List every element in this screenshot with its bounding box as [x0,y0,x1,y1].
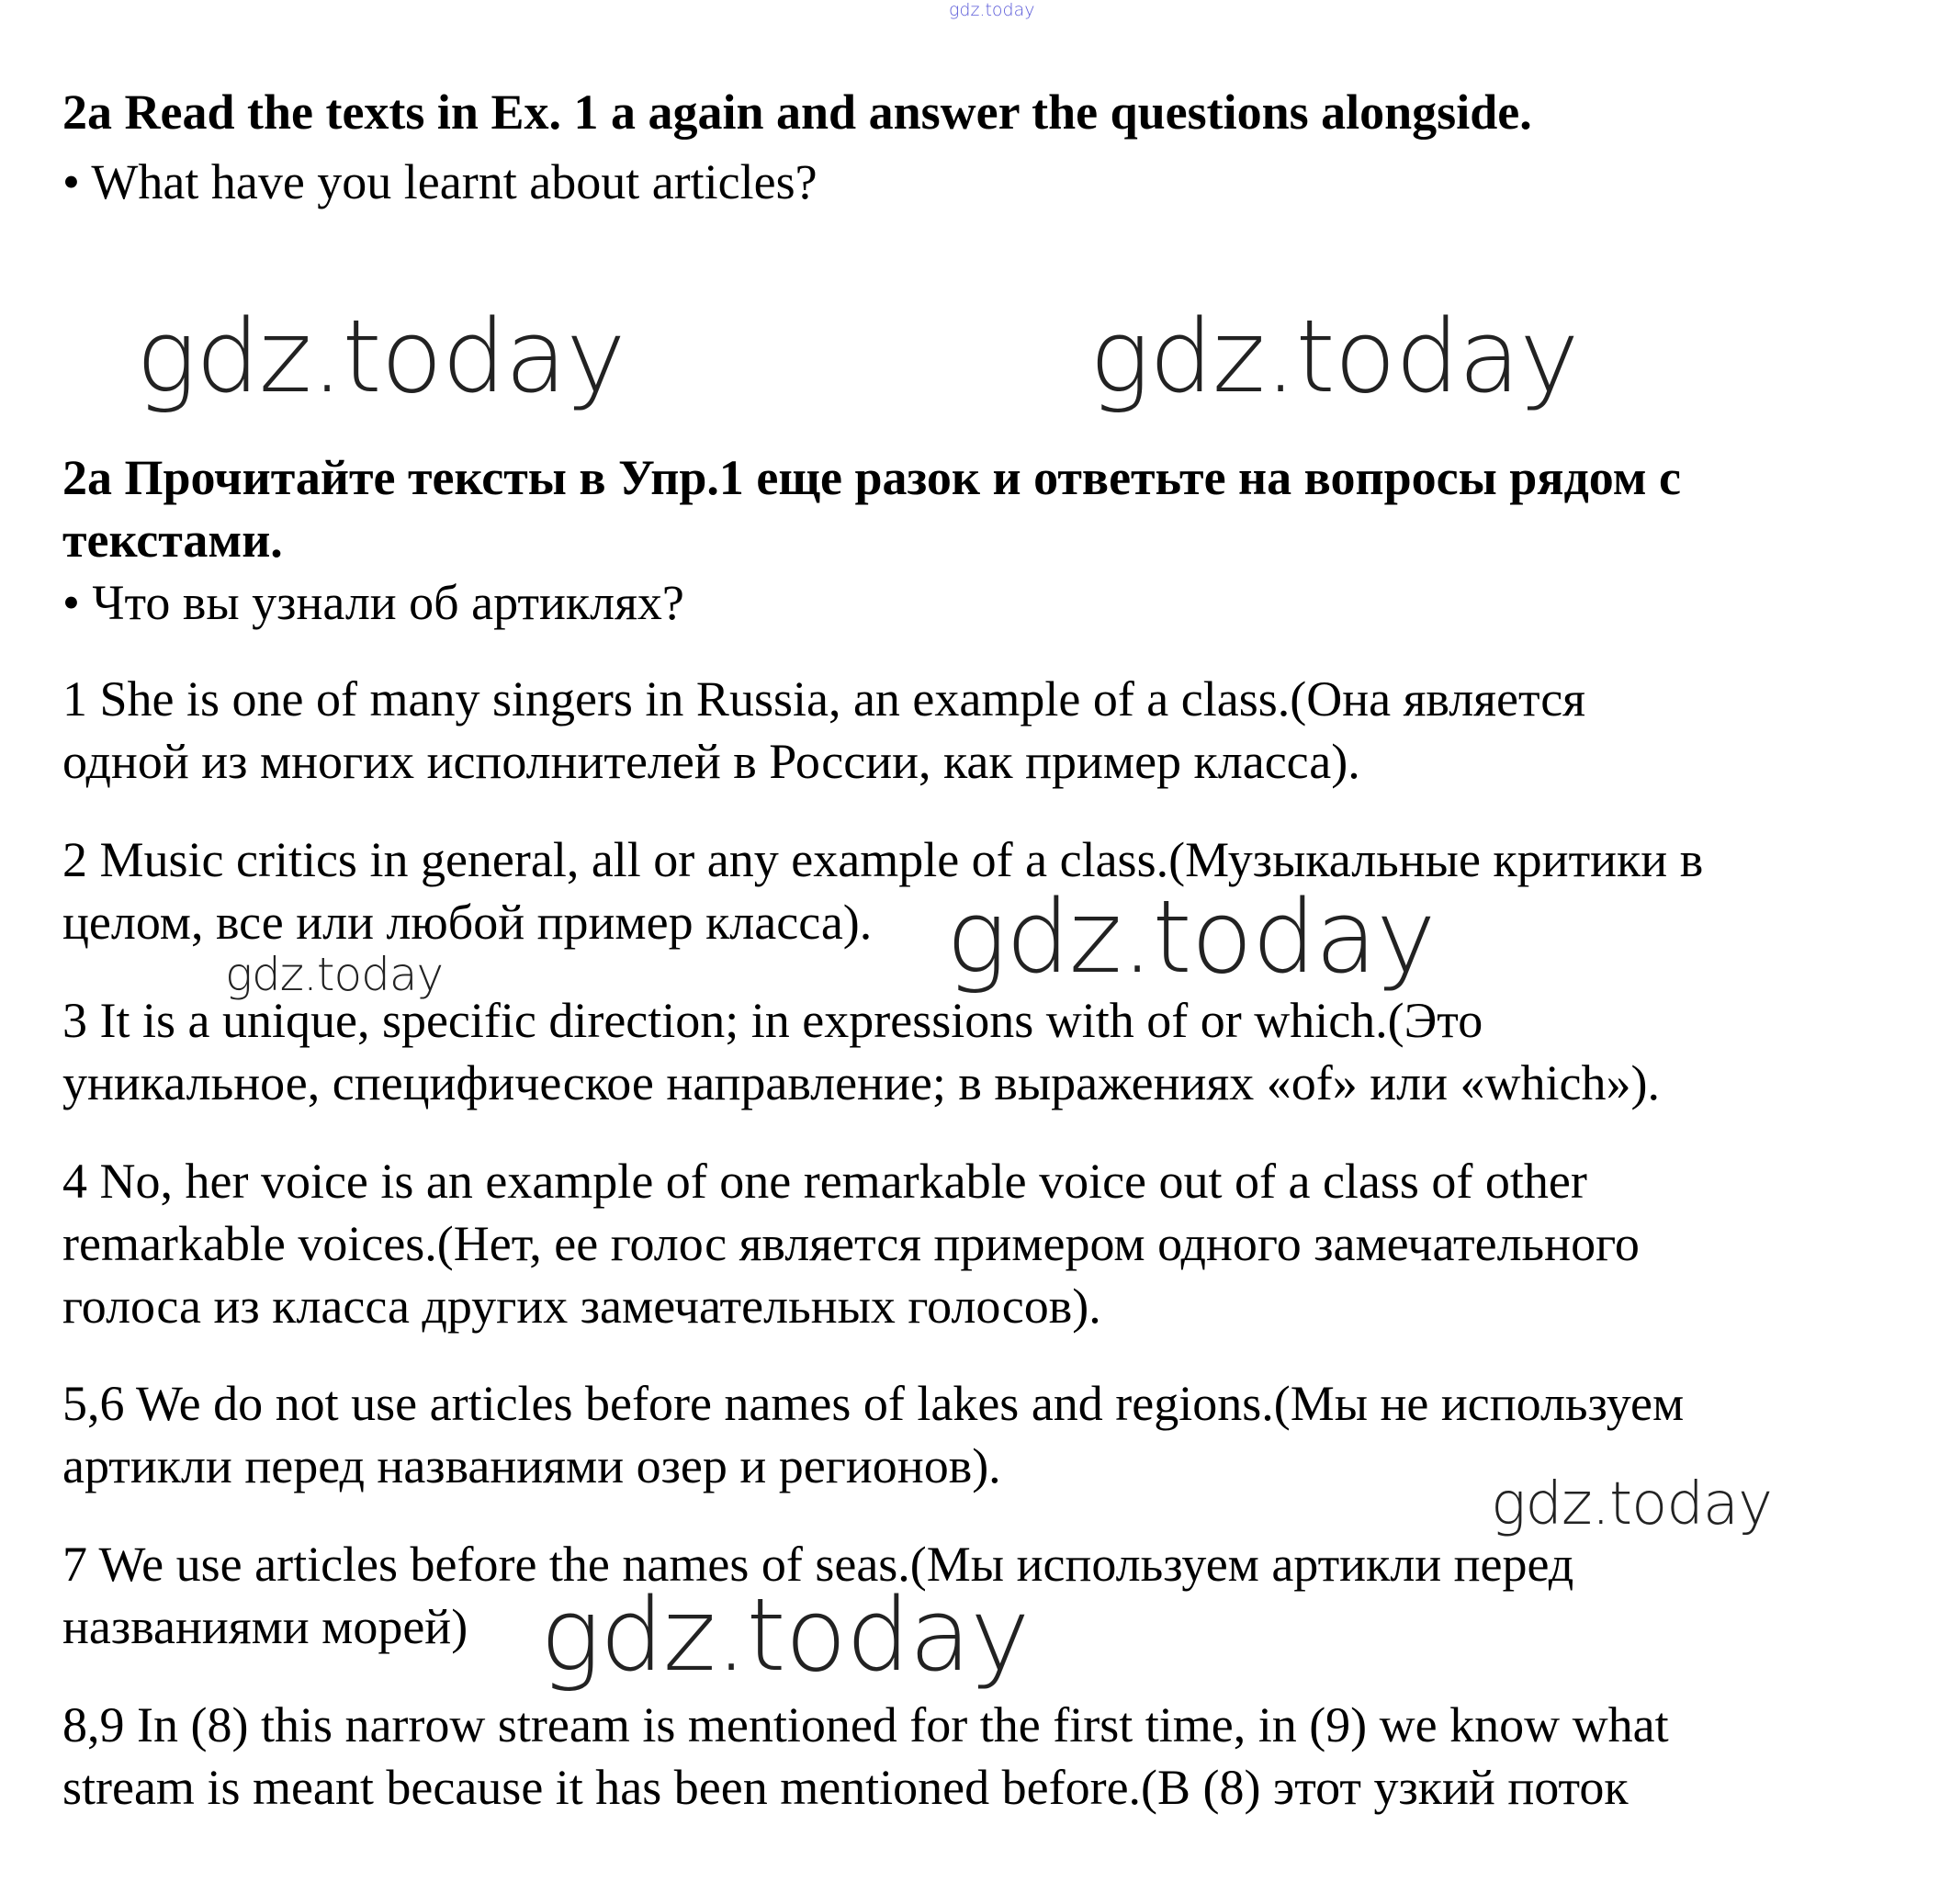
answer-line: 7 We use articles before the names of seas.(Мы используем артикли перед [62,1537,1574,1592]
exercise-ru-title-line2: текстами. [62,513,283,568]
exercise-en [62,81,1900,213]
exercise-ru-title-line1: 2a Прочитайте тексты в Упр.1 еще разок и ответьте на вопросы рядом с [62,450,1682,505]
watermark-top: gdz.today [949,0,1035,20]
answer-line: 8,9 In (8) this narrow stream is mentioned for the first time, in (9) we know what [62,1697,1669,1752]
answer-1 [62,668,1900,793]
answer-line: голоса из класса других замечательных голосов). [62,1279,1101,1334]
exercise-ru [62,446,1900,634]
watermark-4: gdz.today [225,948,444,1001]
answer-line: 1 She is one of many singers in Russia, an example of a class.(Она является [62,671,1586,727]
answer-8-9 [62,1694,1900,1819]
answer-line: названиями морей) [62,1599,468,1654]
answer-line: одной из многих исполнителей в России, как пример класса). [62,734,1360,789]
watermark-1: gdz.today [136,298,626,415]
watermark-3: gdz.today [946,878,1436,996]
answer-line: 4 No, her voice is an example of one remarkable voice out of a class of other [62,1154,1587,1209]
answer-line: remarkable voices.(Нет, ее голос является примером одного замечательного [62,1216,1640,1271]
answer-line: артикли перед названиями озер и регионов). [62,1438,1001,1493]
answer-line: целом, все или любой пример класса). [62,895,873,950]
answer-line: уникальное, специфическое направление; в выражениях «of» или «which»). [62,1055,1660,1110]
watermark-2: gdz.today [1089,298,1579,415]
exercise-en-title: 2a Read the texts in Ex. 1 a again and answer the questions alongside. [62,84,1532,140]
exercise-en-bullet: • What have you learnt about articles? [62,154,818,209]
answer-line: 5,6 We do not use articles before names of lakes and regions.(Мы не используем [62,1376,1685,1431]
answer-line: 3 It is a unique, specific direction; in expressions with of or which.(Это [62,993,1483,1048]
answer-4 [62,1150,1900,1337]
answer-2 [62,828,1900,953]
watermark-5: gdz.today [1491,1470,1772,1538]
answer-line: 2 Music critics in general, all or any example of a class.(Музыкальные критики в [62,832,1704,887]
answer-3 [62,989,1900,1114]
answer-5-6 [62,1372,1900,1497]
watermark-6: gdz.today [540,1576,1030,1694]
answer-7 [62,1533,1900,1658]
answer-line: stream is meant because it has been mentioned before.(В (8) этот узкий поток [62,1760,1629,1815]
exercise-ru-bullet: • Что вы узнали об артиклях? [62,575,684,630]
